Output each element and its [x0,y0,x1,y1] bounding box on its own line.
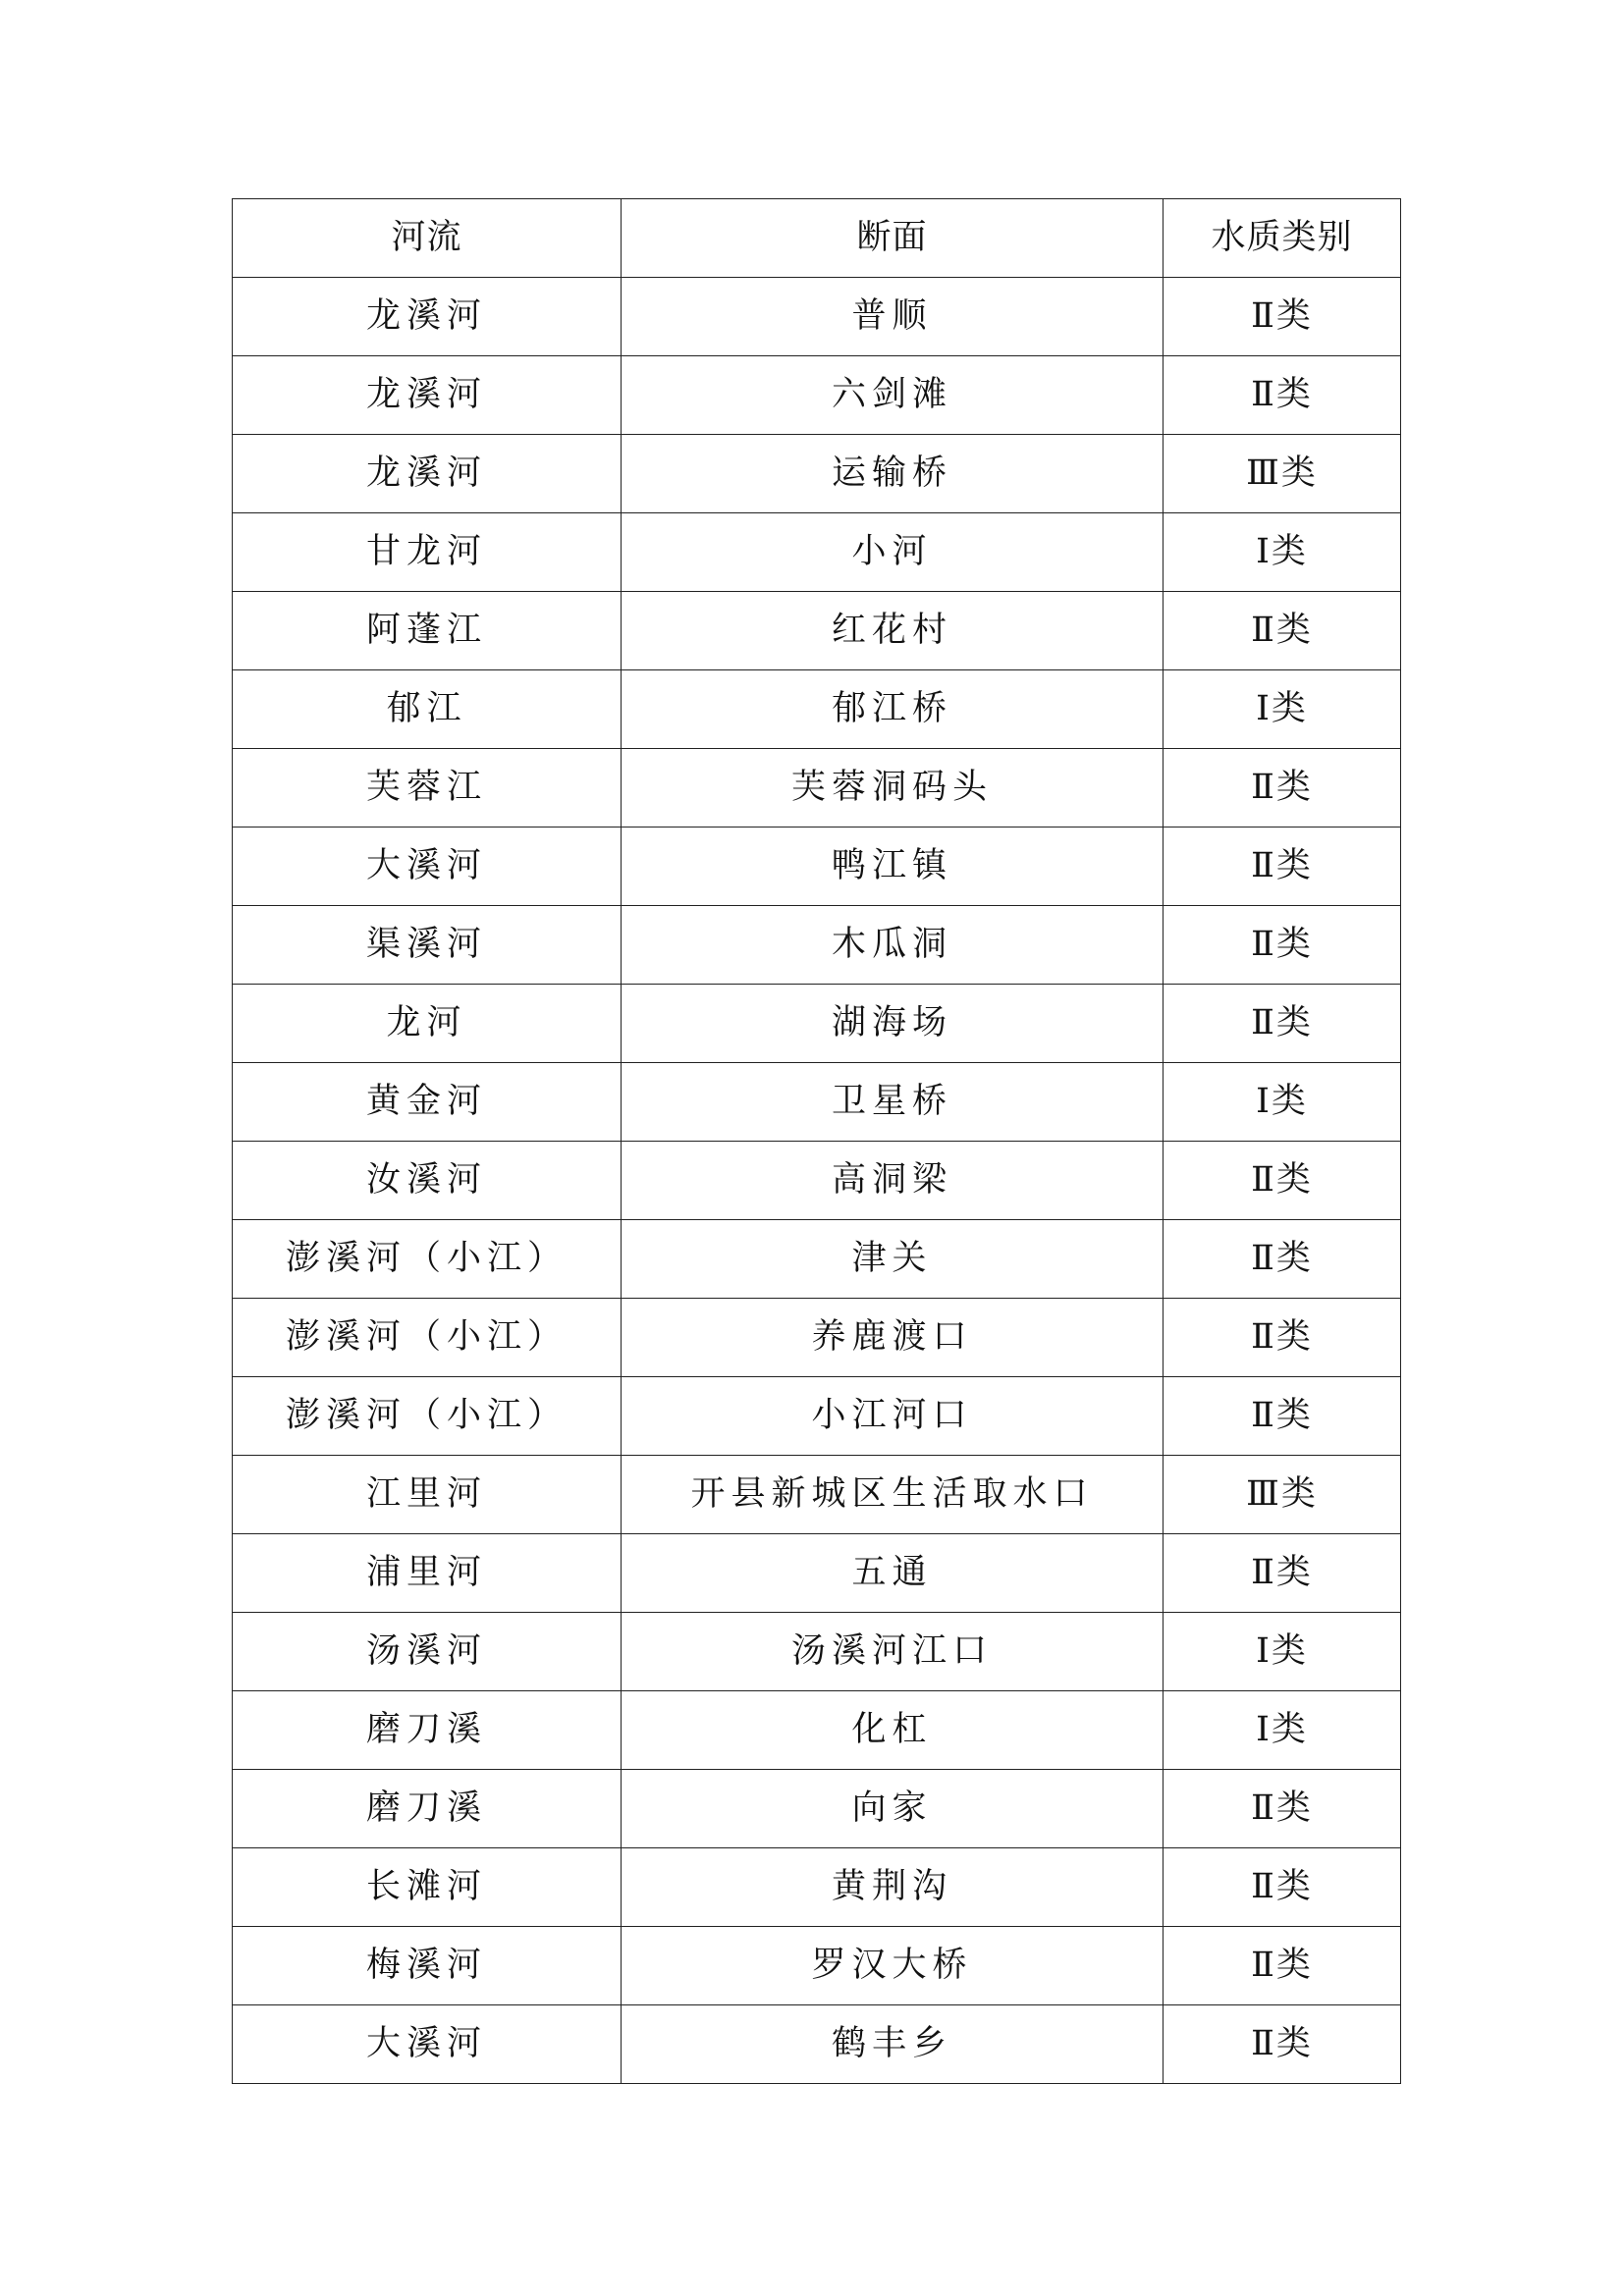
river-cell: 磨刀溪 [233,1770,622,1848]
water-class-cell: Ⅱ类 [1164,1927,1401,2005]
river-cell: 郁江 [233,670,622,749]
table-row [233,1691,1401,1770]
river-cell: 浦里河 [233,1534,622,1613]
river-cell: 龙溪河 [233,356,622,435]
river-cell: 大溪河 [233,828,622,906]
section-cell: 小江河口 [622,1377,1164,1456]
table-row [233,1613,1401,1691]
water-quality-table [232,198,1401,2084]
water-class-cell: Ⅱ类 [1164,1377,1401,1456]
water-class-cell: Ⅱ类 [1164,278,1401,356]
section-cell: 湖海场 [622,985,1164,1063]
river-cell: 芙蓉江 [233,749,622,828]
table-row [233,1770,1401,1848]
table-row [233,1377,1401,1456]
table-row [233,670,1401,749]
river-cell: 澎溪河（小江） [233,1377,622,1456]
section-cell: 运输桥 [622,435,1164,513]
river-cell: 澎溪河（小江） [233,1220,622,1299]
section-cell: 五通 [622,1534,1164,1613]
section-cell: 红花村 [622,592,1164,670]
river-cell: 澎溪河（小江） [233,1299,622,1377]
table-row [233,1848,1401,1927]
water-class-cell: Ⅱ类 [1164,1220,1401,1299]
table-row [233,435,1401,513]
table-row [233,828,1401,906]
river-cell: 阿蓬江 [233,592,622,670]
section-cell: 普顺 [622,278,1164,356]
section-cell: 六剑滩 [622,356,1164,435]
table-header-row [233,199,1401,278]
water-class-cell: Ⅱ类 [1164,828,1401,906]
header-section: 断面 [622,199,1164,278]
water-class-cell: Ⅱ类 [1164,356,1401,435]
section-cell: 养鹿渡口 [622,1299,1164,1377]
section-cell: 罗汉大桥 [622,1927,1164,2005]
water-class-cell: Ⅲ类 [1164,435,1401,513]
water-class-cell: Ⅱ类 [1164,906,1401,985]
river-cell: 江里河 [233,1456,622,1534]
table-row [233,1456,1401,1534]
section-cell: 小河 [622,513,1164,592]
river-cell: 龙河 [233,985,622,1063]
section-cell: 黄荆沟 [622,1848,1164,1927]
water-class-cell: Ⅰ类 [1164,670,1401,749]
water-class-cell: Ⅱ类 [1164,1770,1401,1848]
table-row [233,1927,1401,2005]
river-cell: 渠溪河 [233,906,622,985]
section-cell: 木瓜洞 [622,906,1164,985]
water-class-cell: Ⅰ类 [1164,1691,1401,1770]
section-cell: 郁江桥 [622,670,1164,749]
section-cell: 向家 [622,1770,1164,1848]
river-cell: 磨刀溪 [233,1691,622,1770]
header-river: 河流 [233,199,622,278]
water-class-cell: Ⅰ类 [1164,1063,1401,1142]
water-class-cell: Ⅱ类 [1164,749,1401,828]
water-class-cell: Ⅱ类 [1164,1142,1401,1220]
table-row [233,2005,1401,2084]
section-cell: 开县新城区生活取水口 [622,1456,1164,1534]
river-cell: 汝溪河 [233,1142,622,1220]
section-cell: 汤溪河江口 [622,1613,1164,1691]
section-cell: 鸭江镇 [622,828,1164,906]
table-row [233,513,1401,592]
table-row [233,906,1401,985]
table-row [233,1142,1401,1220]
river-cell: 龙溪河 [233,278,622,356]
section-cell: 卫星桥 [622,1063,1164,1142]
water-class-cell: Ⅱ类 [1164,1848,1401,1927]
water-class-cell: Ⅱ类 [1164,592,1401,670]
water-class-cell: Ⅱ类 [1164,2005,1401,2084]
river-cell: 长滩河 [233,1848,622,1927]
table-row [233,749,1401,828]
section-cell: 化杠 [622,1691,1164,1770]
table-row [233,1063,1401,1142]
table-row [233,1534,1401,1613]
river-cell: 龙溪河 [233,435,622,513]
river-cell: 甘龙河 [233,513,622,592]
river-cell: 大溪河 [233,2005,622,2084]
section-cell: 芙蓉洞码头 [622,749,1164,828]
table-body [233,278,1401,2084]
water-class-cell: Ⅰ类 [1164,1613,1401,1691]
table-row [233,1299,1401,1377]
river-cell: 黄金河 [233,1063,622,1142]
water-class-cell: Ⅱ类 [1164,985,1401,1063]
section-cell: 津关 [622,1220,1164,1299]
table-row [233,985,1401,1063]
header-water-class: 水质类别 [1164,199,1401,278]
water-class-cell: Ⅱ类 [1164,1534,1401,1613]
river-cell: 梅溪河 [233,1927,622,2005]
table-row [233,278,1401,356]
water-class-cell: Ⅲ类 [1164,1456,1401,1534]
table-row [233,1220,1401,1299]
section-cell: 高洞梁 [622,1142,1164,1220]
water-class-cell: Ⅱ类 [1164,1299,1401,1377]
river-cell: 汤溪河 [233,1613,622,1691]
table-row [233,592,1401,670]
section-cell: 鹤丰乡 [622,2005,1164,2084]
water-class-cell: Ⅰ类 [1164,513,1401,592]
table-row [233,356,1401,435]
